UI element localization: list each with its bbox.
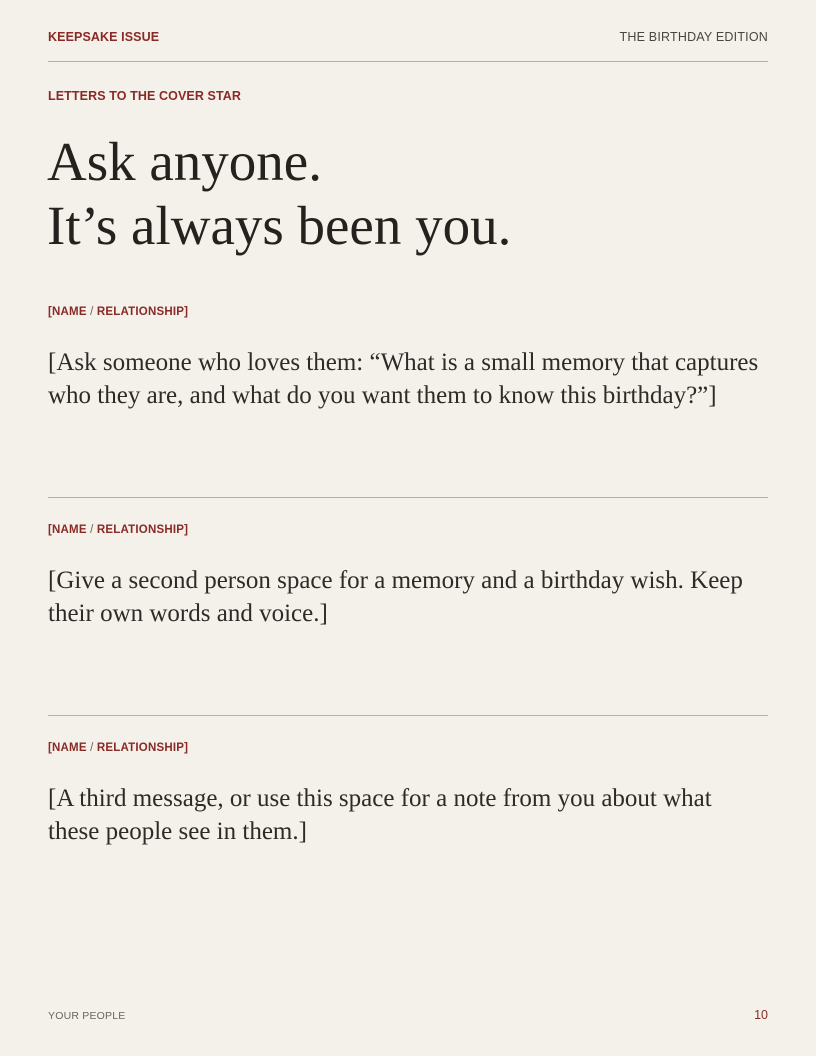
edition-label: THE BIRTHDAY EDITION [619, 30, 768, 44]
letter-1-separator: / [90, 306, 94, 318]
section-label: LETTERS TO THE COVER STAR [48, 89, 242, 103]
letter-3-signature [48, 742, 768, 754]
letter-2-signature [48, 524, 768, 536]
letter-3 [48, 742, 768, 848]
letter-2 [48, 524, 768, 630]
letter-1 [48, 306, 768, 412]
letter-3-body: [A third message, or use this space for a note from you about what these people see in them.] [48, 785, 712, 845]
letter-3-name: [NAME [48, 742, 87, 754]
letter-divider-2 [48, 715, 768, 716]
letter-2-separator: / [90, 524, 94, 536]
letter-1-relationship: RELATIONSHIP] [96, 306, 189, 318]
letter-2-relationship: RELATIONSHIP] [96, 524, 189, 536]
letter-1-body: [Ask someone who loves them: “What is a small memory that captures who they are, and what do you want them to know this birthday?”] [48, 349, 759, 409]
letter-3-separator: / [90, 742, 94, 754]
footer-section-label: YOUR PEOPLE [48, 1010, 126, 1022]
headline-line-1: Ask anyone. [47, 131, 322, 192]
letter-divider-1 [48, 497, 768, 498]
headline-line-2: It’s always been you. [47, 195, 512, 256]
letter-1-name: [NAME [48, 306, 87, 318]
letter-2-name: [NAME [48, 524, 87, 536]
letter-1-signature [48, 306, 768, 318]
page-number: 10 [754, 1008, 768, 1022]
issue-kicker: KEEPSAKE ISSUE [48, 30, 160, 44]
page-header [48, 30, 768, 62]
letter-3-relationship: RELATIONSHIP] [96, 742, 189, 754]
page-headline [47, 130, 511, 258]
letter-2-body: [Give a second person space for a memory and a birthday wish. Keep their own words and voice.] [48, 567, 743, 627]
